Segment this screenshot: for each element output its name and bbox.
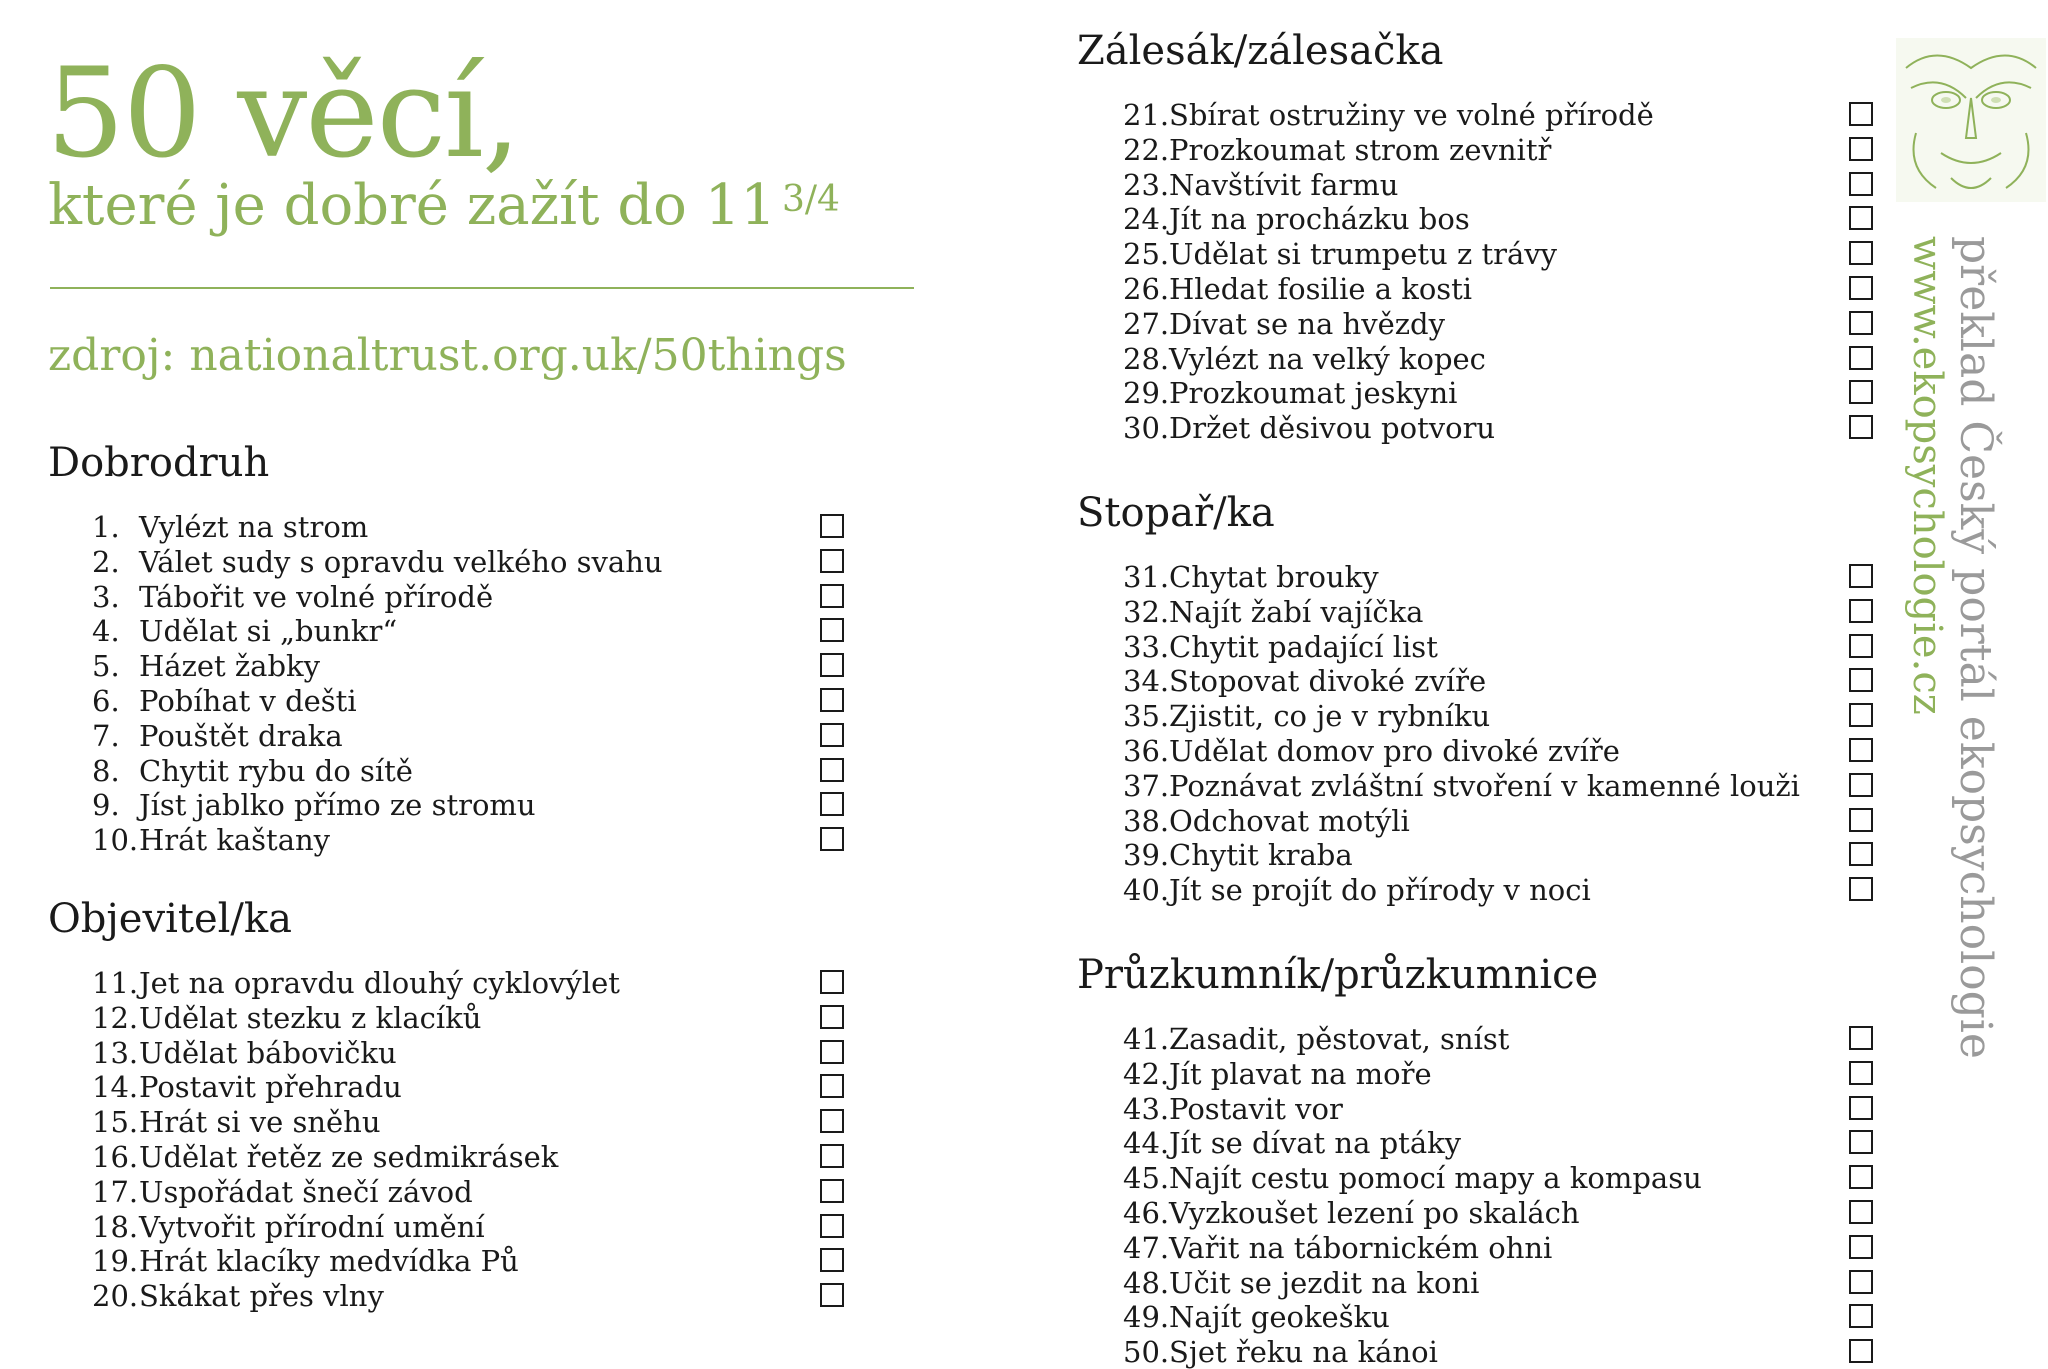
item-text: Najít cestu pomocí mapy a kompasu [1169,1161,1702,1196]
list-item [92,823,852,857]
item-checkbox[interactable] [1849,877,1873,901]
item-number: 35. [1123,699,1170,734]
item-text: Udělat si „bunkr“ [139,614,398,649]
item-checkbox[interactable] [1849,703,1873,727]
item-text: Jít plavat na moře [1169,1056,1432,1091]
item-text: Válet sudy s opravdu velkého svahu [139,544,663,579]
list-item [1123,1335,1893,1369]
green-face-logo-icon [1896,38,2046,202]
item-number: 30. [1123,411,1170,446]
list-item [1123,804,1893,838]
item-number: 13. [92,1035,139,1070]
item-checkbox[interactable] [1849,102,1873,126]
item-checkbox[interactable] [1849,346,1873,370]
item-number: 29. [1123,376,1170,411]
item-checkbox[interactable] [820,514,844,538]
list-item [92,684,852,718]
item-number: 50. [1123,1335,1170,1369]
list-item [1123,1196,1893,1230]
item-number: 40. [1123,873,1170,908]
item-text: Chytit kraba [1169,838,1353,873]
item-text: Sjet řeku na kánoi [1169,1335,1438,1369]
item-checkbox[interactable] [1849,1235,1873,1259]
list-item [1123,411,1893,445]
item-number: 19. [92,1244,139,1279]
item-number: 33. [1123,629,1170,664]
item-number: 34. [1123,664,1170,699]
item-number: 6. [92,684,120,718]
item-text: Tábořit ve volné přírodě [139,579,494,614]
list-item [1123,630,1893,664]
section-title: Stopař/ka [1077,490,1275,536]
item-checkbox[interactable] [820,1144,844,1168]
item-number: 46. [1123,1196,1170,1230]
item-text: Udělat bábovičku [139,1035,397,1070]
section-title: Průzkumník/průzkumnice [1077,952,1599,998]
item-checkbox[interactable] [1849,1130,1873,1154]
list-item [1123,1266,1893,1300]
item-checkbox[interactable] [1849,1304,1873,1328]
item-text: Hrát klacíky medvídka Pů [139,1244,519,1279]
item-text: Pobíhat v dešti [139,684,357,718]
item-checkbox[interactable] [820,549,844,573]
list-item [1123,1126,1893,1160]
item-checkbox[interactable] [820,792,844,816]
list-item [1123,1092,1893,1126]
list-item [92,719,852,753]
item-text: Házet žabky [139,649,320,684]
list-item [1123,595,1893,629]
list-item [1123,1231,1893,1265]
item-text: Jet na opravdu dlouhý cyklovýlet [139,966,620,1000]
item-text: Hledat fosilie a kosti [1169,272,1473,306]
item-text: Vylézt na strom [139,510,369,544]
item-number: 3. [92,579,120,614]
header-divider [50,287,914,289]
list-item [92,1140,852,1174]
item-text: Hrát si ve sněhu [139,1105,381,1140]
item-checkbox[interactable] [1849,1270,1873,1294]
item-number: 25. [1123,237,1170,272]
item-number: 8. [92,753,120,788]
list-item [92,1175,852,1209]
item-number: 16. [92,1140,139,1174]
list-item [92,1036,852,1070]
item-text: Zasadit, pěstovat, sníst [1169,1022,1510,1056]
item-number: 44. [1123,1126,1170,1161]
item-number: 32. [1123,594,1170,629]
list-item [1123,873,1893,907]
item-checkbox[interactable] [1849,738,1873,762]
item-checkbox[interactable] [820,1005,844,1029]
item-checkbox[interactable] [820,1248,844,1272]
item-checkbox[interactable] [1849,380,1873,404]
item-checkbox[interactable] [1849,668,1873,692]
list-item [92,510,852,544]
list-item [1123,560,1893,594]
item-text: Prozkoumat jeskyni [1169,376,1458,411]
item-number: 48. [1123,1265,1170,1300]
item-number: 24. [1123,202,1170,237]
item-number: 17. [92,1174,139,1209]
item-checkbox[interactable] [1849,773,1873,797]
item-text: Sbírat ostružiny ve volné přírodě [1169,98,1654,132]
item-text: Najít geokešku [1169,1300,1390,1335]
item-text: Zjistit, co je v rybníku [1169,699,1491,734]
item-text: Učit se jezdit na koni [1169,1265,1480,1300]
item-number: 18. [92,1209,139,1244]
item-number: 41. [1123,1022,1170,1056]
item-checkbox[interactable] [820,1109,844,1133]
item-text: Dívat se na hvězdy [1169,306,1445,341]
list-item [1123,376,1893,410]
item-checkbox[interactable] [1849,1339,1873,1363]
item-number: 11. [92,966,139,1000]
item-checkbox[interactable] [1849,564,1873,588]
item-text: Postavit přehradu [139,1070,402,1105]
item-number: 23. [1123,167,1170,202]
item-text: Uspořádat šnečí závod [139,1174,473,1209]
item-number: 1. [92,510,120,544]
list-item [92,649,852,683]
item-checkbox[interactable] [1849,808,1873,832]
list-item [1123,168,1893,202]
item-checkbox[interactable] [820,1283,844,1307]
list-item [1123,1057,1893,1091]
list-item [92,788,852,822]
item-number: 43. [1123,1091,1170,1126]
item-number: 22. [1123,132,1170,167]
item-text: Pouštět draka [139,718,343,753]
section-dobrodruh [48,440,663,858]
item-checkbox[interactable] [1849,1200,1873,1224]
item-checkbox[interactable] [1849,842,1873,866]
item-number: 31. [1123,560,1170,594]
item-number: 10. [92,823,139,858]
item-number: 28. [1123,341,1170,376]
list-item [92,754,852,788]
item-number: 9. [92,788,120,823]
item-checkbox[interactable] [820,1074,844,1098]
item-checkbox[interactable] [1849,1165,1873,1189]
item-number: 4. [92,614,120,649]
item-number: 15. [92,1105,139,1140]
list-item [1123,769,1893,803]
item-checkbox[interactable] [820,618,844,642]
item-number: 47. [1123,1230,1170,1265]
list-item [1123,307,1893,341]
source-link[interactable]: zdroj: nationaltrust.org.uk/50things [48,330,847,381]
item-number: 49. [1123,1300,1170,1335]
item-checkbox[interactable] [820,688,844,712]
item-checkbox[interactable] [820,584,844,608]
section-title: Zálesák/zálesačka [1077,28,1444,74]
item-text: Hrát kaštany [139,823,331,858]
list-item [92,1210,852,1244]
item-number: 5. [92,649,120,684]
item-checkbox[interactable] [1849,276,1873,300]
item-checkbox[interactable] [1849,137,1873,161]
list-item [92,1070,852,1104]
list-item [1123,1022,1893,1056]
item-checkbox[interactable] [1849,206,1873,230]
item-checkbox[interactable] [820,723,844,747]
item-number: 12. [92,1000,139,1035]
item-checkbox[interactable] [820,1040,844,1064]
item-text: Udělat stezku z klacíků [139,1000,482,1035]
item-number: 39. [1123,838,1170,873]
item-text: Držet děsivou potvoru [1169,411,1496,446]
item-checkbox[interactable] [820,758,844,782]
item-checkbox[interactable] [820,970,844,994]
item-checkbox[interactable] [820,653,844,677]
item-text: Udělat si trumpetu z trávy [1169,237,1558,272]
item-text: Vytvořit přírodní umění [139,1209,485,1244]
subtitle-text: které je dobré zažít do 11 [48,173,776,238]
item-text: Vylézt na velký kopec [1169,341,1486,376]
list-item [92,1279,852,1313]
list-item [92,545,852,579]
list-item [1123,664,1893,698]
section-objevitel [48,896,620,1314]
item-text: Jíst jablko přímo ze stromu [139,788,536,823]
item-text: Chytat brouky [1169,560,1379,594]
subtitle-fraction: 3/4 [781,179,840,220]
list-item [1123,237,1893,271]
item-checkbox[interactable] [1849,599,1873,623]
item-checkbox[interactable] [1849,1026,1873,1050]
item-checkbox[interactable] [1849,1061,1873,1085]
item-number: 42. [1123,1056,1170,1091]
list-item [1123,98,1893,132]
section-title: Objevitel/ka [48,896,292,942]
section-zalesak [1077,28,1654,446]
item-text: Chytit padající list [1169,629,1438,664]
item-number: 20. [92,1279,139,1314]
item-checkbox[interactable] [820,827,844,851]
section-pruzkumnik [1077,952,1702,1369]
list-item [92,580,852,614]
item-number: 14. [92,1070,139,1105]
list-item [92,1105,852,1139]
item-checkbox[interactable] [1849,241,1873,265]
website-link[interactable]: www.ekopsychologie.cz [1904,236,1950,715]
item-text: Prozkoumat strom zevnitř [1169,132,1552,167]
item-text: Udělat řetěz ze sedmikrásek [139,1140,559,1174]
item-text: Odchovat motýli [1169,803,1410,838]
item-text: Skákat přes vlny [139,1279,384,1314]
list-item [1123,1300,1893,1334]
item-checkbox[interactable] [1849,634,1873,658]
item-number: 37. [1123,768,1170,803]
item-number: 26. [1123,272,1170,306]
list-item [92,966,852,1000]
item-checkbox[interactable] [1849,172,1873,196]
item-number: 7. [92,718,120,753]
item-number: 21. [1123,98,1170,132]
list-item [92,614,852,648]
item-text: Navštívit farmu [1169,167,1399,202]
item-text: Poznávat zvláštní stvoření v kamenné louži [1169,768,1800,803]
item-number: 27. [1123,306,1170,341]
item-text: Udělat domov pro divoké zvíře [1169,734,1620,768]
item-number: 45. [1123,1161,1170,1196]
page-title: 50 věcí, [46,42,520,186]
item-text: Stopovat divoké zvíře [1169,664,1487,699]
translation-credit: překlad Český portál ekopsychologie [1950,236,2001,1059]
item-text: Postavit vor [1169,1091,1343,1126]
item-text: Jít se projít do přírody v noci [1169,873,1591,908]
list-item [1123,202,1893,236]
item-number: 36. [1123,734,1170,768]
list-item [92,1001,852,1035]
list-item [1123,272,1893,306]
page-subtitle [48,173,840,238]
list-item [1123,133,1893,167]
list-item [1123,1161,1893,1195]
list-item [1123,342,1893,376]
item-number: 2. [92,544,120,579]
item-text: Chytit rybu do sítě [139,753,413,788]
item-checkbox[interactable] [1849,311,1873,335]
list-item [1123,699,1893,733]
list-item [1123,838,1893,872]
item-text: Jít se dívat na ptáky [1169,1126,1462,1161]
item-text: Vyzkoušet lezení po skalách [1169,1196,1580,1230]
item-text: Jít na procházku bos [1169,202,1470,237]
item-text: Vařit na tábornickém ohni [1169,1230,1553,1265]
list-item [1123,734,1893,768]
section-title: Dobrodruh [48,440,270,486]
list-item [92,1244,852,1278]
item-text: Najít žabí vajíčka [1169,594,1424,629]
item-checkbox[interactable] [1849,1096,1873,1120]
item-checkbox[interactable] [820,1214,844,1238]
section-stopar [1077,490,1800,908]
item-checkbox[interactable] [820,1179,844,1203]
item-number: 38. [1123,803,1170,838]
item-checkbox[interactable] [1849,415,1873,439]
